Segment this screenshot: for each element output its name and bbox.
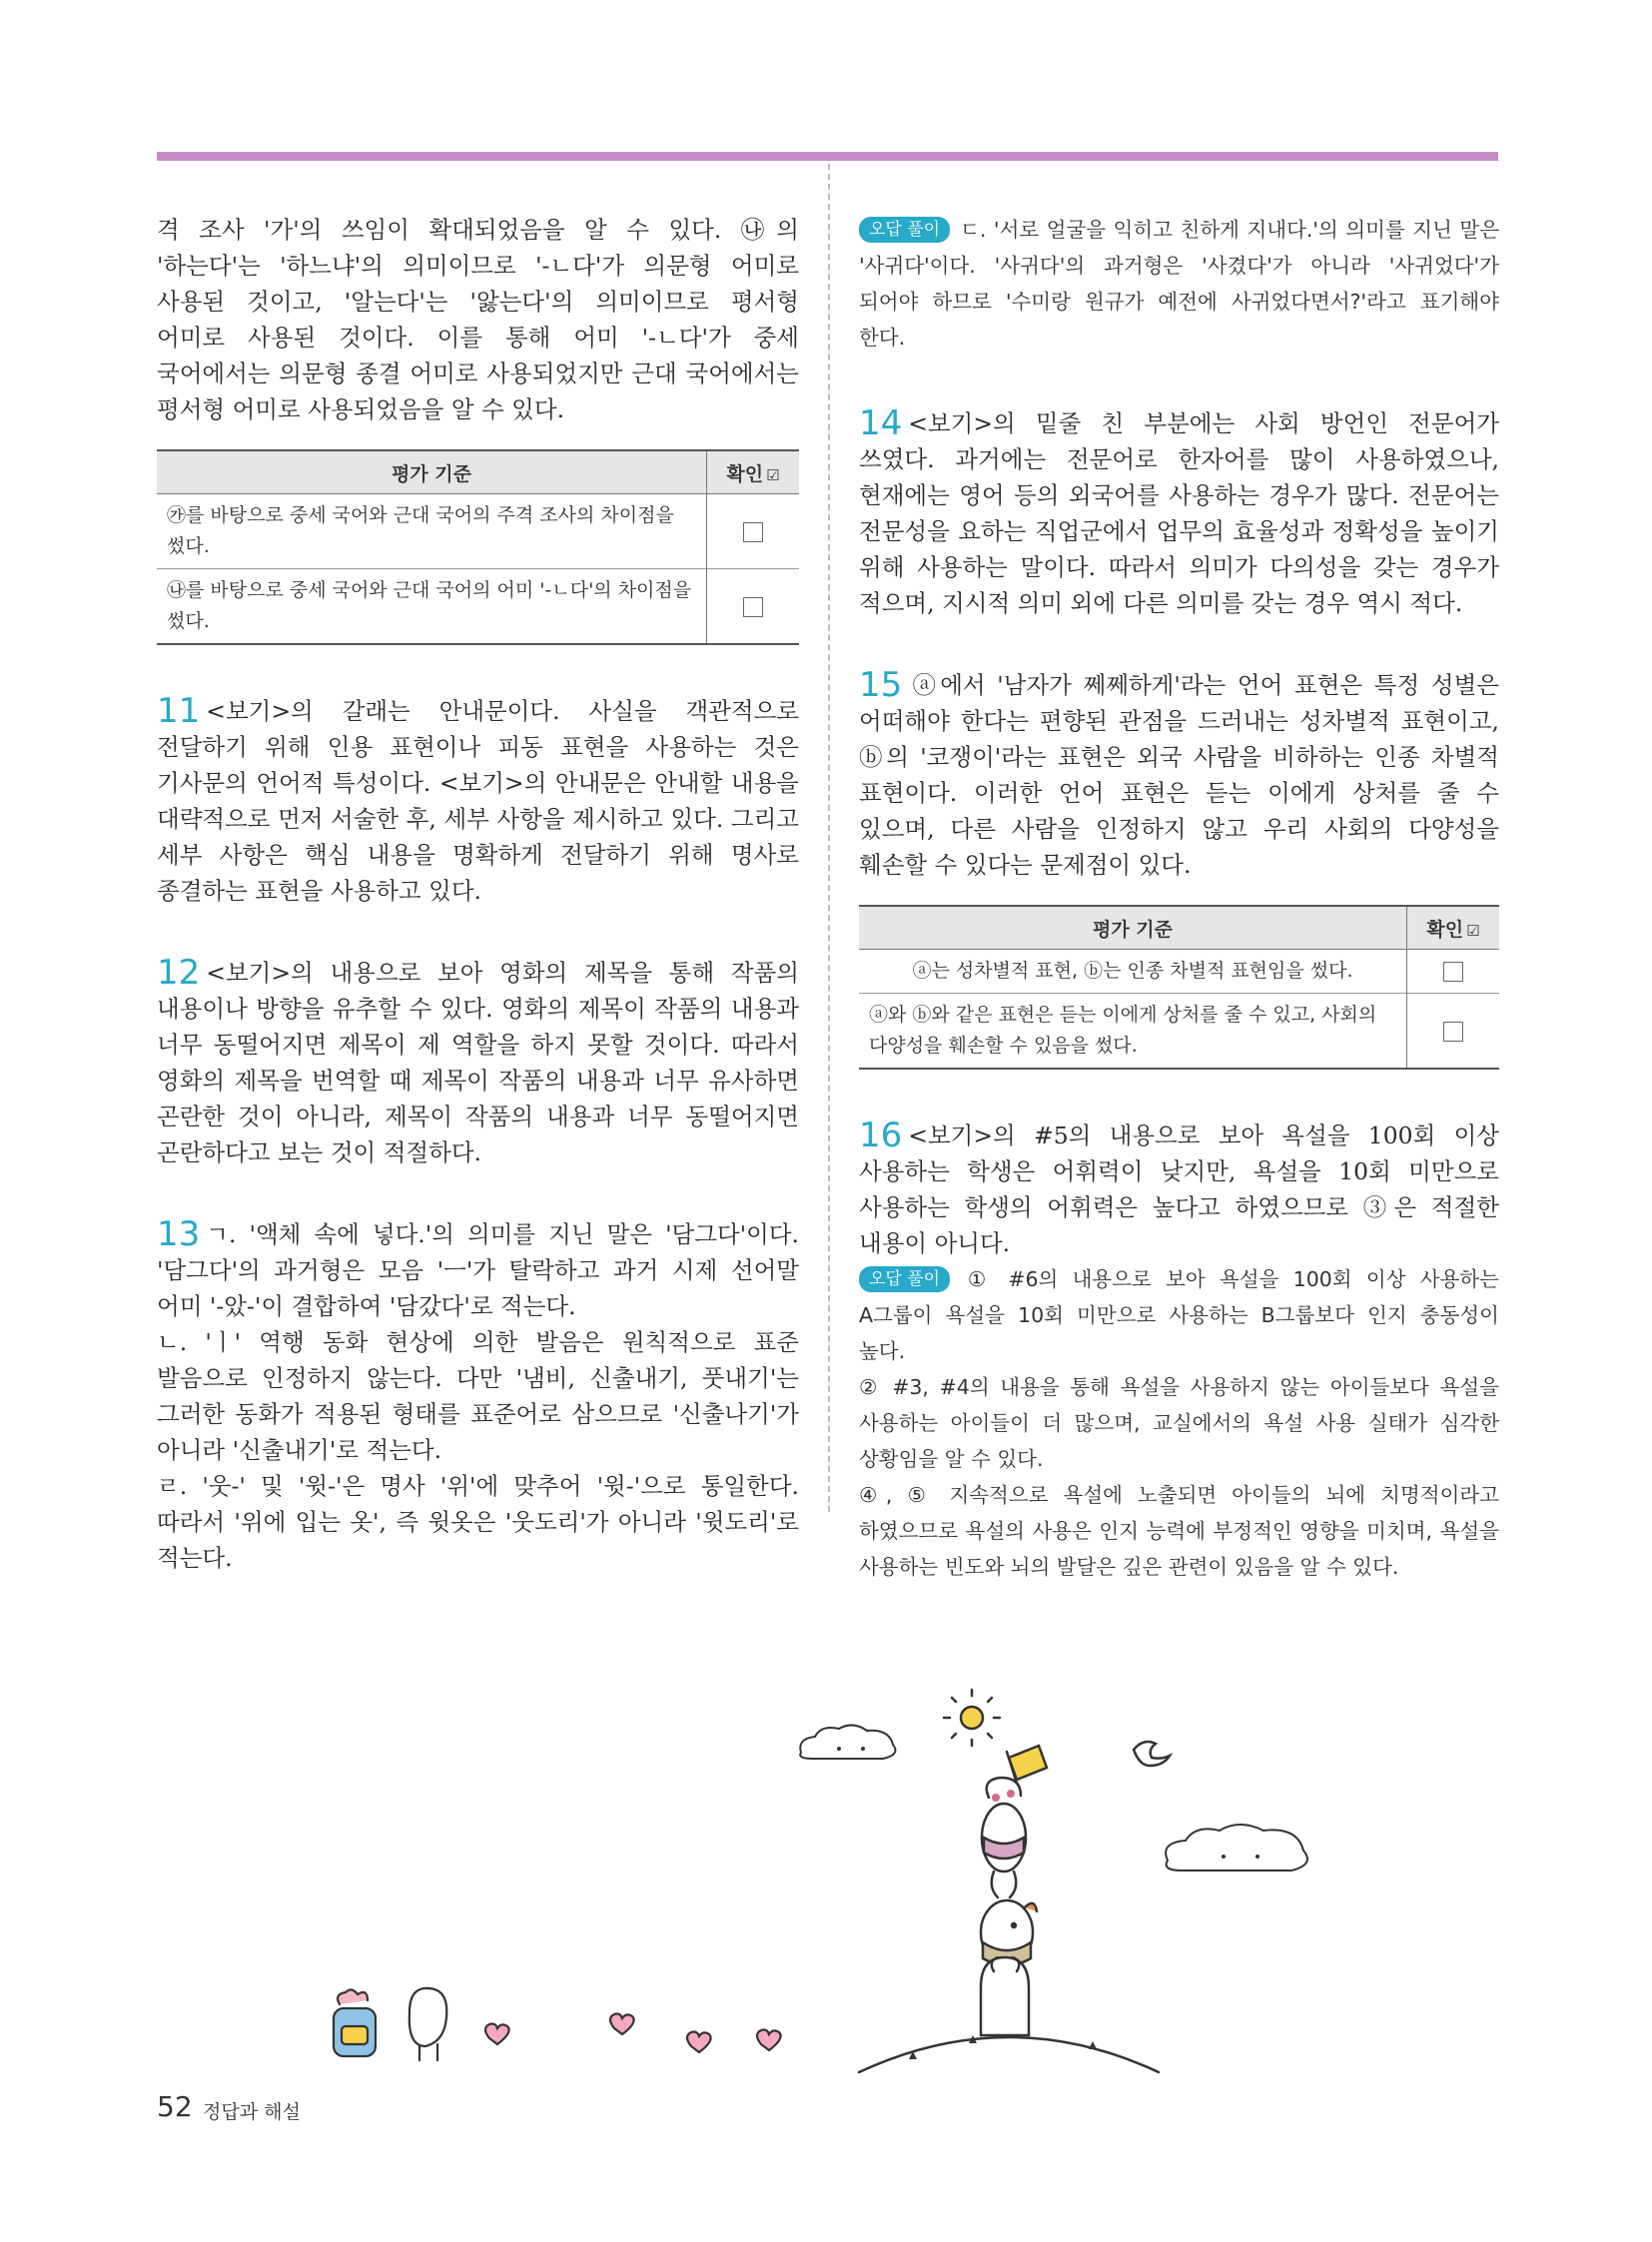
criteria-cell: ⓐ와 ⓑ와 같은 표현은 듣는 이에게 상처를 줄 수 있고, 사회의 다양성을 훼손할 수 있음을 썼다.: [859, 994, 1407, 1070]
checkbox[interactable]: [1443, 962, 1463, 982]
answer-text: <보기>의 갈래는 안내문이다. 사실을 객관적으로 전달하기 위해 인용 표현이나 피동 표현을 사용하는 것은 기사문의 언어적 특성이다. <보기>의 안내문은 안내할 내용을 대략적으로 먼저 서술한 후, 세부 사항을 제시하고 있다. 그리고 세부 사항은 핵심 내용을 명확하게 전달하기 위해 명사로 종결하는 표현을 사용하고 있다.: [157, 697, 799, 905]
column-divider: [828, 164, 830, 1512]
right-column: [859, 212, 1499, 1585]
check-box-icon: ☑: [1466, 921, 1480, 940]
wrong-answer-badge: 오답 풀이: [859, 217, 950, 243]
page-number: 52: [157, 2090, 193, 2123]
checkbox[interactable]: [743, 597, 763, 617]
cloud-icon-left: [791, 1723, 911, 1768]
sun-icon: [944, 1690, 1000, 1746]
question-16: [859, 1118, 1499, 1585]
character-bowing: [410, 1988, 446, 2060]
checkbox-cell[interactable]: [1407, 950, 1500, 994]
table-header-criteria: 평가 기준: [157, 450, 707, 494]
table-header-criteria: 평가 기준: [859, 906, 1407, 950]
checkbox-cell[interactable]: [1407, 994, 1500, 1070]
backpack-icon: [334, 1989, 376, 2056]
character-middle: [981, 1900, 1037, 1965]
question-number: 14: [859, 403, 903, 443]
flag-icon: [1007, 1746, 1047, 1784]
table-row: [859, 994, 1499, 1070]
wrong-answer-badge: 오답 풀이: [859, 1266, 950, 1292]
bottom-characters-illustration: [320, 1982, 799, 2082]
cloud-icon-right: [1154, 1823, 1333, 1882]
question-number: 13: [157, 1214, 201, 1254]
character-top: [982, 1778, 1026, 1897]
question-15: [859, 667, 1499, 883]
wrong-answer-explanation: 오답 풀이 ① #6의 내용으로 보아 욕설을 100회 이상 사용하는 A그룹이 욕설을 10회 미만으로 사용하는 B그룹보다 인지 충동성이 높다.: [859, 1267, 1499, 1363]
left-column: [157, 212, 799, 1576]
question-number: 12: [157, 953, 201, 993]
character-bottom: [981, 1957, 1029, 2035]
table-header-check: 확인 ☑: [707, 450, 800, 494]
answer-text: ㄴ. 'ㅣ' 역행 동화 현상에 의한 발음은 원칙적으로 표준 발음으로 인정하지 않는다. 다만 '냄비, 신출내기, 풋내기'는 그러한 동화가 적용된 형태를 표준어로 삼으므로 '신출나기'가 아니라 '신출내기'로 적는다.: [157, 1328, 799, 1464]
criteria-cell: ㉮를 바탕으로 중세 국어와 근대 국어의 주격 조사의 차이점을 썼다.: [157, 494, 707, 569]
wrong-answer-explanation: ④, ⑤ 지속적으로 욕설에 노출되면 아이들의 뇌에 치명적이라고 하였으므로 욕설의 사용은 인지 능력에 부정적인 영향을 미치며, 욕설을 사용하는 빈도와 뇌의 발달은 깊은 관련이 있음을 알 수 있다.: [859, 1483, 1499, 1579]
heart-icons: [485, 2014, 781, 2053]
question-number: 16: [859, 1116, 903, 1155]
evaluation-table-left: [157, 449, 799, 645]
bird-icon: [1134, 1742, 1170, 1766]
question-13: [157, 1216, 799, 1576]
answer-text: <보기>의 #5의 내용으로 보아 욕설을 100회 이상 사용하는 학생은 어휘력이 낮지만, 욕설을 10회 미만으로 사용하는 학생의 어휘력은 높다고 하였으므로 ③은 적절한 내용이 아니다.: [859, 1121, 1499, 1257]
question-14: [859, 405, 1499, 621]
answer-text: ㄱ. '액체 속에 넣다.'의 의미를 지닌 말은 '담그다'이다. '담그다'의 과거형은 모음 'ㅡ'가 탈락하고 과거 시제 선어말 어미 '-았-'이 결합하여 '담갔다'로 적는다.: [157, 1220, 799, 1320]
checkbox-cell[interactable]: [707, 569, 800, 645]
criteria-cell: ⓐ는 성차별적 표현, ⓑ는 인종 차별적 표현임을 썼다.: [859, 950, 1407, 994]
question-12: [157, 955, 799, 1170]
top-accent-bar: [157, 152, 1498, 161]
wrong-answer-explanation: 오답 풀이 ㄷ. '서로 얼굴을 익히고 친하게 지내다.'의 의미를 지닌 말은 '사귀다'이다. '사귀다'의 과거형은 '사겼다'가 아니라 '사귀었다'가 되어야 하므로 '수미랑 원규가 예전에 사귀었다면서?'라고 표기해야 한다.: [859, 218, 1499, 350]
check-box-icon: ☑: [766, 465, 780, 484]
wrong-answer-explanation: ② #3, #4의 내용을 통해 욕설을 사용하지 않는 아이들보다 욕설을 사용하는 아이들이 더 많으며, 교실에서의 욕설 사용 실태가 심각한 상황임을 알 수 있다.: [859, 1375, 1499, 1471]
table-row: [859, 950, 1499, 994]
table-header-check: 확인 ☑: [1407, 906, 1500, 950]
answer-text: <보기>의 밑줄 친 부분에는 사회 방언인 전문어가 쓰였다. 과거에는 전문어로 한자어를 많이 사용하였으나, 현재에는 영어 등의 외국어를 사용하는 경우가 많다. 전문어는 전문성을 요하는 직업군에서 업무의 효율성과 정확성을 높이기 위해 사용하는 말이다. 따라서 의미가 다의성을 갖는 경우가 적으며, 지시적 의미 외에 다른 의미를 갖는 경우 역시 적다.: [859, 409, 1499, 617]
checkbox[interactable]: [743, 522, 763, 542]
question-number: 15: [859, 665, 903, 705]
question-11: [157, 693, 799, 909]
table-row: [157, 494, 799, 569]
answer-text: ㄹ. '웃-' 및 '윗-'은 명사 '위'에 맞추어 '윗-'으로 통일한다. 따라서 '위에 입는 옷', 즉 윗옷은 '웃도리'가 아니라 '윗도리'로 적는다.: [157, 1472, 799, 1572]
hill: [859, 2037, 1159, 2072]
checkbox-cell[interactable]: [707, 494, 800, 569]
intro-paragraph: 격 조사 '가'의 쓰임이 확대되었음을 알 수 있다. ㉯의 '하는다'는 '하느냐'의 의미이므로 '-ㄴ다'가 의문형 어미로 사용된 것이고, '알는다'는 '앓는다'의 의미이므로 평서형 어미로 사용된 것이다. 이를 통해 어미 '-ㄴ다'가 중세 국어에서는 의문형 종결 어미로 사용되었지만 근대 국어에서는 평서형 어미로 사용되었음을 알 수 있다.: [157, 216, 799, 423]
table-row: [157, 569, 799, 645]
footer-label: 정답과 해설: [203, 2101, 301, 2123]
evaluation-table-right: [859, 905, 1499, 1070]
question-number: 11: [157, 691, 201, 731]
checkbox[interactable]: [1443, 1022, 1463, 1042]
answer-text: ⓐ에서 '남자가 쩨쩨하게'라는 언어 표현은 특정 성별은 어떠해야 한다는 편향된 관점을 드러내는 성차별적 표현이고, ⓑ의 '코쟁이'라는 표현은 외국 사람을 비하하는 인종 차별적 표현이다. 이러한 언어 표현은 듣는 이에게 상처를 줄 수 있으며, 다른 사람을 인정하지 않고 우리 사회의 다양성을 훼손할 수 있다는 문제점이 있다.: [859, 671, 1499, 879]
answer-text: <보기>의 내용으로 보아 영화의 제목을 통해 작품의 내용이나 방향을 유추할 수 있다. 영화의 제목이 작품의 내용과 너무 동떨어지면 제목이 제 역할을 하지 못할 것이다. 따라서 영화의 제목을 번역할 때 제목이 작품의 내용과 너무 유사하면 곤란한 것이 아니라, 제목이 작품의 내용과 너무 동떨어지면 곤란하다고 보는 것이 적절하다.: [157, 959, 799, 1166]
criteria-cell: ㉯를 바탕으로 중세 국어와 근대 국어의 어미 '-ㄴ다'의 차이점을 썼다.: [157, 569, 707, 645]
